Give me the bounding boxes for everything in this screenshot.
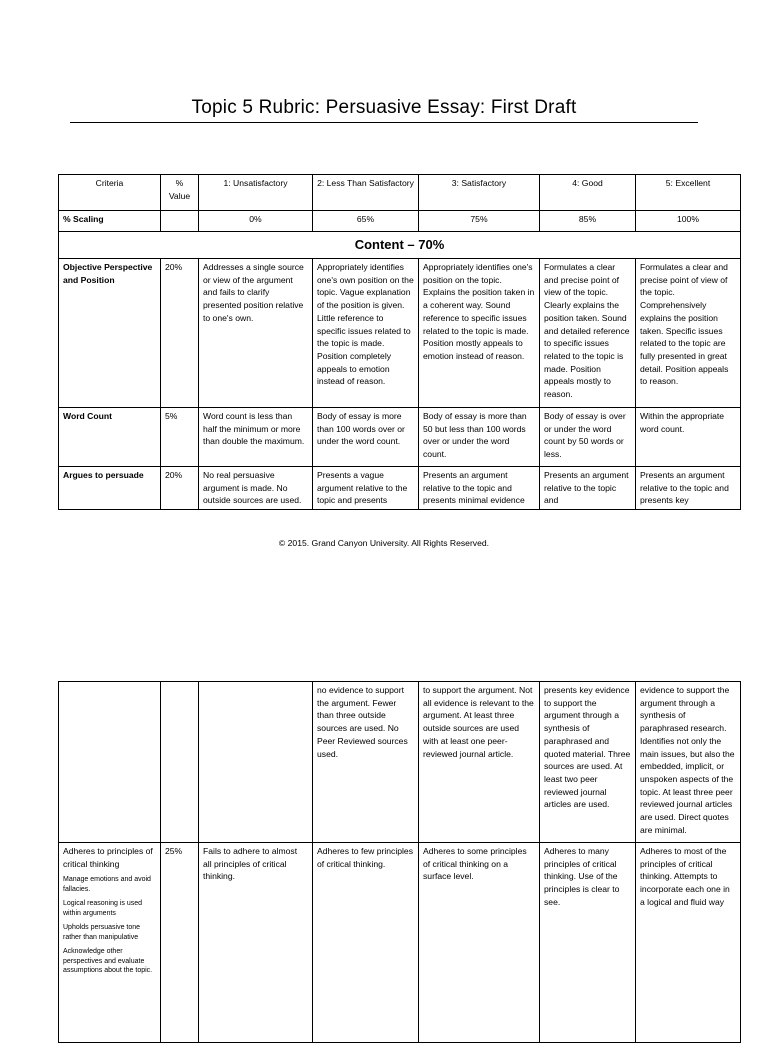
level-3-cell: Appropriately identifies one's position on the topic. Explains the position taken in a coherent way. Sound reference to specific issues related to the topic is made. Position mostly appeals to emotion instead of reason. [419,259,540,408]
title-underline [70,122,698,123]
rubric-row-critical-thinking [59,843,741,1043]
level-2-cell: Appropriately identifies one's own position on the topic. Vague explanation of the position is given. Little reference to specific issues related to the topic is made. Position completely appeals to emotion instead of reason. [313,259,419,408]
level-5-cell: Adheres to most of the principles of critical thinking. Attempts to incorporate each one in a logical and fluid way [636,843,741,1043]
header-row [59,175,741,211]
scaling-value-1: 0% [199,211,313,232]
rubric-table-page-2 [58,681,741,1043]
level-5-cell: evidence to support the argument through a synthesis of paraphrased research. Identifies not only the main issues, but also the embedded, implicit, or unspoken aspects of the topic. At least three peer reviewed journal articles are used. Direct quotes are minimal. [636,682,741,843]
criteria-value [161,682,199,843]
rubric-row-argues-continued [59,682,741,843]
criteria-value: 25% [161,843,199,1043]
header-level-5: 5: Excellent [636,175,741,211]
copyright-footer: © 2015. Grand Canyon University. All Rights Reserved. [278,538,490,548]
scaling-value-5: 100% [636,211,741,232]
level-2-cell: no evidence to support the argument. Fewer than three outside sources are used. No Peer Reviewed sources used. [313,682,419,843]
criteria-value: 20% [161,259,199,408]
scaling-value-2: 65% [313,211,419,232]
criteria-label: Adheres to principles of critical thinking [63,846,153,869]
section-heading: Content – 70% [354,237,445,252]
document-title: Topic 5 Rubric: Persuasive Essay: First Draft [191,97,577,118]
level-2-cell: Adheres to few principles of critical thinking. [313,843,419,1043]
criteria-subitem: Logical reasoning is used within arguments [63,900,142,917]
scaling-label: % Scaling [59,211,161,232]
level-1-cell [199,682,313,843]
criteria-label: Argues to persuade [59,467,161,510]
rubric-row-objective [59,259,741,408]
header-level-2: 2: Less Than Satisfactory [313,175,419,211]
header-level-1: 1: Unsatisfactory [199,175,313,211]
level-4-cell: Formulates a clear and precise point of view of the topic. Clearly explains the position taken. Sound and detailed reference to specific issues related to the topic is made. Position appeals mostly to reason. [540,259,636,408]
scaling-value-3: 75% [419,211,540,232]
header-level-3: 3: Satisfactory [419,175,540,211]
section-row [59,232,741,259]
level-1-cell: No real persuasive argument is made. No outside sources are used. [199,467,313,510]
level-4-cell: Adheres to many principles of critical thinking. Use of the principles is clear to see. [540,843,636,1043]
header-value: % Value [161,175,199,211]
level-4-cell: presents key evidence to support the argument through a synthesis of paraphrased and quoted material. Three sources are used. At least two peer reviewed journal articles are used. [540,682,636,843]
level-1-cell: Addresses a single source or view of the argument and fails to clarify presented position relative to one's own. [199,259,313,408]
level-3-cell: to support the argument. Not all evidence is relevant to the argument. At least three outside sources are used with at least one peer-reviewed journal article. [419,682,540,843]
section-cell [59,232,741,259]
criteria-cell [59,843,161,1043]
header-level-4: 4: Good [540,175,636,211]
level-1-cell: Fails to adhere to almost all principles of critical thinking. [199,843,313,1043]
rubric-row-argues [59,467,741,510]
criteria-subitem: Acknowledge other perspectives and evaluate assumptions about the topic. [63,948,153,975]
rubric-row-word-count [59,408,741,467]
level-3-cell: Body of essay is more than 50 but less than 100 words over or under the word count. [419,408,540,467]
criteria-label: Word Count [59,408,161,467]
criteria-value: 20% [161,467,199,510]
level-4-cell: Presents an argument relative to the topic and [540,467,636,510]
level-1-cell: Word count is less than half the minimum or more than double the maximum. [199,408,313,467]
level-5-cell: Presents an argument relative to the topic and presents key [636,467,741,510]
scaling-row [59,211,741,232]
scaling-value-4: 85% [540,211,636,232]
criteria-subitem: Upholds persuasive tone rather than manipulative [63,924,141,941]
level-5-cell: Formulates a clear and precise point of view of the topic. Comprehensively explains the position taken. Specific issues related to the topic are fully presented in great detail. Position appeals to reason. [636,259,741,408]
level-4-cell: Body of essay is over or under the word count by 50 words or less. [540,408,636,467]
level-5-cell: Within the appropriate word count. [636,408,741,467]
rubric-table-page-1 [58,174,741,510]
level-3-cell: Presents an argument relative to the topic and presents minimal evidence [419,467,540,510]
criteria-subitem: Manage emotions and avoid fallacies. [63,876,151,893]
level-3-cell: Adheres to some principles of critical thinking on a surface level. [419,843,540,1043]
scaling-value-empty [161,211,199,232]
header-criteria: Criteria [59,175,161,211]
level-2-cell: Presents a vague argument relative to the topic and presents [313,467,419,510]
criteria-value: 5% [161,408,199,467]
criteria-label [59,682,161,843]
criteria-label: Objective Perspective and Position [59,259,161,408]
level-2-cell: Body of essay is more than 100 words over or under the word count. [313,408,419,467]
